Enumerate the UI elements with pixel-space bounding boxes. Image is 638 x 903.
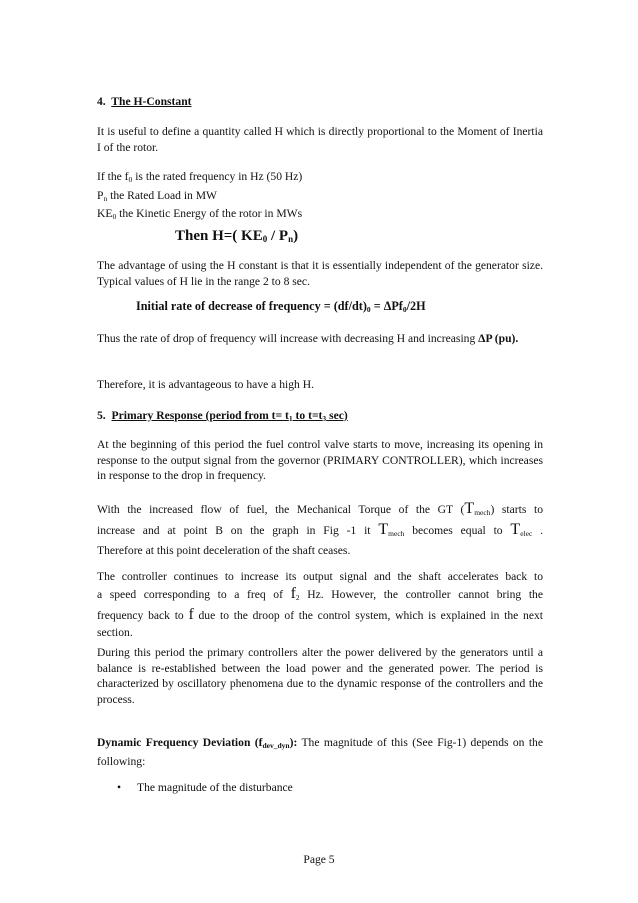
list-item: • The magnitude of the disturbance — [117, 781, 293, 794]
section-4-title: The H-Constant — [111, 95, 192, 108]
section-5-title: Primary Response (period from $t= t_1$ to $t=t_3$ sec) — [111, 409, 348, 423]
primary-response-paragraph-3: The controller continues to increase its output signal and the shaft accelerates back to a speed corresponding to a freq of $f_2$ Hz. However, the controller cannot bring the frequency back to f due to the droop of the control system, which is explained in the next section. — [97, 570, 544, 639]
h-constant-advantage: The advantage of using the H constant is that it is essentially independent of the generator size. Typical values of H lie in the range 2 to 8 sec. — [97, 259, 543, 288]
page-number: Page 5 — [303, 853, 335, 866]
high-h-conclusion: Therefore, it is advantageous to have a high H. — [97, 378, 314, 391]
dynamic-frequency-deviation: Dynamic Frequency Deviation $(f_{dev\_dyn})$: The magnitude of this (See Fig-1) depends on the following: — [97, 736, 543, 768]
h-constant-intro: It is useful to define a quantity called H which is directly proportional to the Moment of Inertia I of the rotor. — [97, 125, 543, 154]
section-5-heading: 5. Primary Response (period from $t= t_1$ to $t=t_3$ sec) — [97, 409, 348, 423]
definitions-list — [97, 169, 543, 225]
definition-pn: $P_n$ the Rated Load in MW — [97, 188, 217, 203]
definition-f0: If the $f_0$ is the rated frequency in Hz (50 Hz) — [97, 170, 303, 184]
dynamic-frequency-deviation-title: Dynamic Frequency Deviation $(f_{dev\_dyn})$: — [97, 736, 298, 750]
primary-response-paragraph-1: At the beginning of this period the fuel control valve starts to move, increasing its opening in response to the output signal from the governor (PRIMARY CONTROLLER), which increases in response to the drop in frequency. — [97, 438, 543, 482]
primary-response-paragraph-2: With the increased flow of fuel, the Mechanical Torque of the GT $(T_{mech})$ starts to increase and at point B on the graph in Fig -1 it $T_{mech}$ becomes equal to $T_{elec}$ . Therefore at this point deceleration of the shaft ceases. — [97, 500, 544, 557]
h-formula: Then H=( $KE_0 / P_n$) — [175, 228, 299, 244]
section-4-heading: 4. The H-Constant — [97, 95, 192, 108]
rate-of-decrease-formula: Initial rate of decrease of frequency = $(df/dt)_0 = \Delta Pf_0/2H$ — [136, 299, 426, 314]
bullet-icon: • — [117, 781, 122, 794]
drop-rate-statement: Thus the rate of drop of frequency will increase with decreasing H and increasing ΔP (pu). — [97, 332, 519, 345]
primary-response-paragraph-4: During this period the primary controllers alter the power delivered by the generators until a balance is re-established between the load power and the generated power. The period is characterized by oscillatory phenomena due to the dynamic response of the controllers and the process. — [97, 646, 543, 706]
definition-ke0: $KE_0$ the Kinetic Energy of the rotor in MWs — [97, 207, 303, 221]
